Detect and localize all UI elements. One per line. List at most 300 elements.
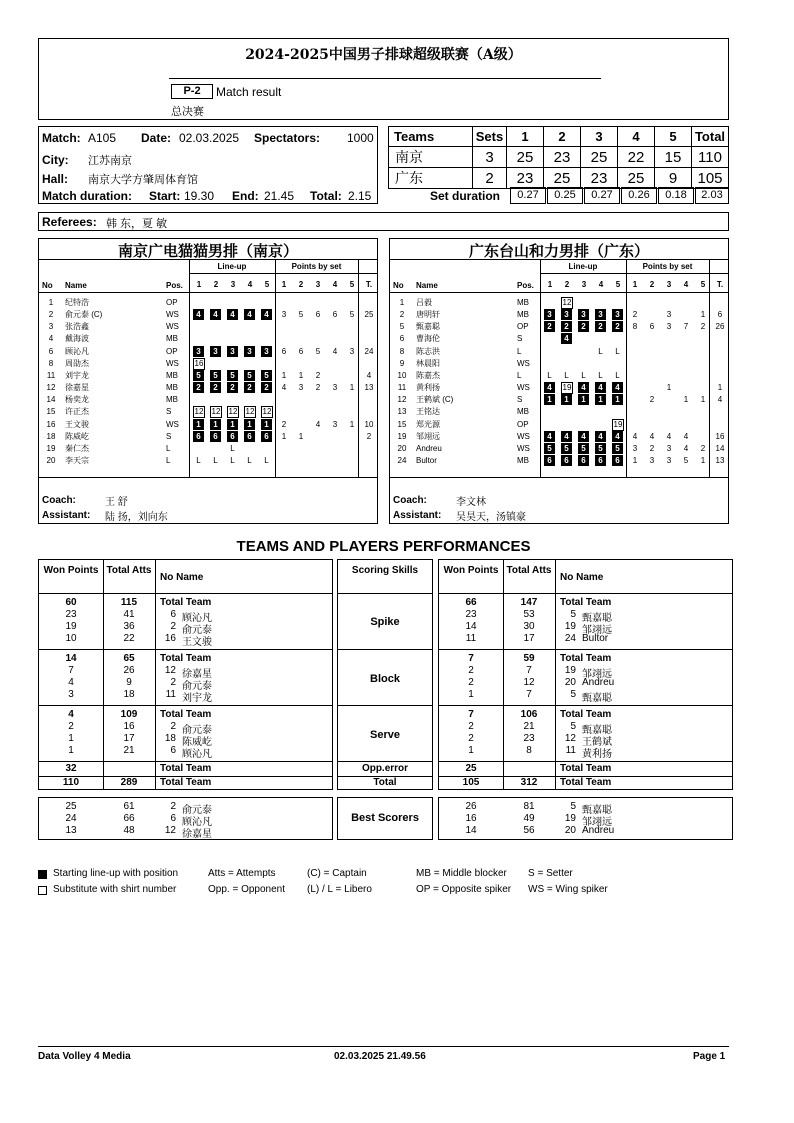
set-points: 4: [632, 431, 638, 441]
starting-position: 3: [578, 309, 589, 320]
player-name: 俞元泰 (C): [65, 310, 103, 320]
page-code: P-2: [171, 84, 213, 99]
total-attempts: 66: [123, 813, 135, 824]
points-set-header: 5: [700, 280, 706, 289]
total-points: 2: [366, 431, 372, 441]
starting-position: 6: [544, 455, 555, 466]
player-position: WS: [166, 419, 179, 429]
starting-position: 4: [612, 382, 623, 393]
substitute-number: 12: [562, 298, 572, 307]
section-rule: [338, 705, 432, 706]
player-position: WS: [166, 322, 179, 332]
hall: 南京大学方肇周体育馆: [88, 174, 198, 186]
starting-position: 4: [561, 333, 572, 344]
player-name: Andreu: [416, 443, 442, 453]
total-time: 2.15: [348, 189, 372, 203]
total-attempts: 65: [123, 653, 135, 664]
player-number: 11: [165, 689, 176, 700]
header-rule: [39, 292, 377, 293]
won-points: 24: [65, 813, 77, 824]
column-divider: [155, 560, 156, 789]
end-label: End:: [232, 189, 259, 203]
set-duration: 0.25: [547, 187, 583, 204]
player-position: MB: [166, 334, 178, 344]
starting-position: 6: [193, 431, 204, 442]
total-points: 16: [715, 431, 725, 441]
player-position: MB: [166, 370, 178, 380]
set-points: 4: [666, 431, 672, 441]
scoring-skills-column: [337, 559, 433, 790]
player-number: 14: [46, 395, 56, 405]
set-points: 1: [349, 383, 355, 393]
date-label: Date:: [141, 131, 172, 145]
player-number: 6: [48, 346, 54, 356]
libero-marker: L: [230, 443, 235, 453]
player-number: 19: [564, 665, 576, 676]
starting-position: 6: [244, 431, 255, 442]
player-position: WS: [517, 431, 530, 441]
total-points: 1: [717, 383, 723, 393]
libero-marker: L: [598, 370, 603, 380]
player-number: 12: [164, 825, 176, 836]
player-name: 刘宇龙: [182, 693, 212, 704]
player-name: 纪特浩: [65, 298, 89, 307]
player-label: Total Team: [560, 653, 612, 664]
player-name: 顾沁凡: [65, 346, 89, 356]
player-name: 邹翊远: [582, 669, 612, 680]
player-name: 顾沁凡: [182, 749, 212, 760]
set-score: 23: [507, 168, 544, 189]
section-rule: [39, 649, 332, 650]
player-name: 陈威屹: [182, 737, 212, 748]
opp-error-points: 25: [465, 763, 477, 774]
player-number: 2: [170, 677, 176, 688]
player-name: 徐嘉星: [65, 383, 89, 393]
won-points-header: Won Points: [443, 565, 499, 576]
best-scorers-label-box: [337, 797, 433, 840]
player-position: S: [517, 395, 523, 405]
won-points: 23: [65, 609, 77, 620]
player-number: 2: [170, 721, 176, 732]
assistant-label: Assistant:: [393, 510, 442, 521]
player-position: MB: [166, 395, 178, 405]
player-label: Total Team: [160, 597, 212, 608]
total-attempts: 7: [526, 689, 532, 700]
result-row-away: [389, 168, 729, 189]
libero-marker: L: [581, 370, 586, 380]
set-points: 3: [349, 346, 355, 356]
player-name: 甄嘉聪: [416, 322, 440, 332]
libero-marker: L: [264, 455, 269, 465]
player-name: 陈志洪: [416, 346, 440, 356]
points-set-header: 3: [315, 280, 321, 289]
player-name: 林晨阳: [416, 358, 440, 368]
set-points: 3: [666, 443, 672, 453]
set-points: 6: [315, 310, 321, 320]
player-position: L: [166, 443, 171, 453]
total-attempts: 53: [523, 609, 535, 620]
player-position: L: [517, 370, 522, 380]
referees: 韩 东，夏 敏: [106, 218, 168, 230]
won-points: 4: [68, 709, 74, 720]
set-score: 9: [655, 168, 692, 189]
player-name: 顾沁凡: [182, 817, 212, 828]
home-performance-table: [38, 559, 333, 790]
starting-position: 4: [561, 431, 572, 442]
legend-atts: Atts = Attempts: [208, 868, 276, 879]
player-number: 15: [46, 407, 56, 417]
set-points: 2: [649, 443, 655, 453]
set-points: 2: [315, 383, 321, 393]
starting-position: 4: [578, 431, 589, 442]
starting-position: 5: [244, 370, 255, 381]
lineup-set-header: 4: [598, 280, 604, 289]
substitute-number: 19: [562, 383, 572, 393]
player-position: MB: [166, 383, 178, 393]
player-position: MB: [517, 298, 529, 307]
starting-position: 1: [561, 394, 572, 405]
footer-rule: [38, 1046, 729, 1047]
player-number: 4: [48, 334, 54, 344]
starting-position: 4: [193, 309, 204, 320]
player-position: MB: [517, 455, 529, 465]
player-name: 甄嘉聪: [582, 725, 612, 736]
starting-position: 5: [210, 370, 221, 381]
player-position: L: [166, 455, 171, 465]
set-points: 4: [332, 346, 338, 356]
points-set-header: 5: [349, 280, 355, 289]
match-duration-total: 2.03: [695, 187, 729, 204]
total-attempts: 16: [123, 721, 135, 732]
lineup-set-header: 1: [196, 280, 202, 289]
player-number: 11: [46, 370, 56, 380]
won-points: 14: [465, 621, 477, 632]
set-duration: 0.26: [621, 187, 657, 204]
total-attempts: 115: [120, 597, 138, 608]
player-name: 戴海波: [65, 334, 89, 344]
set-score: 25: [618, 168, 655, 189]
substitute-number: 12: [245, 407, 255, 417]
legend-ws: WS = Wing spiker: [528, 884, 608, 895]
player-position: MB: [517, 407, 529, 417]
section-rule: [338, 761, 432, 762]
result-table: [388, 126, 729, 189]
sets-won: 3: [473, 147, 507, 168]
set-points: 4: [315, 419, 321, 429]
total-attempts: 12: [523, 677, 535, 688]
col-set2: 2: [544, 127, 581, 147]
player-number: 12: [46, 383, 56, 393]
end-time: 21.45: [264, 189, 295, 203]
page-name: Match result: [216, 85, 282, 99]
set-points: 3: [632, 443, 638, 453]
total-attempts: 9: [126, 677, 132, 688]
player-number: 16: [46, 419, 56, 429]
starting-position: 3: [227, 346, 238, 357]
libero-marker: L: [564, 370, 569, 380]
legend-captain: (C) = Captain: [307, 868, 367, 879]
section-rule: [39, 761, 332, 762]
start-label: Start:: [149, 189, 181, 203]
set-duration: 0.27: [584, 187, 620, 204]
no-header: No: [393, 281, 404, 290]
result-row-home: [389, 147, 729, 168]
player-name: 杨奕龙: [65, 395, 89, 405]
total-attempts: 21: [523, 721, 535, 732]
player-position: WS: [517, 443, 530, 453]
player-name: 俞元泰: [182, 725, 212, 736]
legend-s: S = Setter: [528, 868, 573, 879]
player-name: 吕毅: [416, 298, 432, 307]
lineup-set-header: 3: [230, 280, 236, 289]
player-number: 20: [397, 443, 407, 453]
starting-position: 1: [210, 419, 221, 430]
title-rule: [39, 259, 377, 260]
player-number: 12: [564, 733, 576, 744]
starting-position: 3: [561, 309, 572, 320]
staff-rule: [390, 477, 728, 478]
starting-position: 3: [544, 309, 555, 320]
won-points: 7: [468, 709, 474, 720]
substitute-number: 16: [194, 358, 204, 368]
libero-marker: L: [547, 370, 552, 380]
starting-position: 2: [544, 321, 555, 332]
set-points: 3: [332, 383, 338, 393]
subheader-rule: [540, 273, 729, 274]
won-points: 13: [65, 825, 77, 836]
player-position: S: [166, 431, 172, 441]
won-points: 25: [65, 801, 77, 812]
player-position: L: [517, 346, 522, 356]
player-number: 6: [399, 334, 405, 344]
player-name: 王铭达: [416, 407, 440, 417]
libero-marker: L: [247, 455, 252, 465]
col-set4: 4: [618, 127, 655, 147]
away-performance-table: [438, 559, 733, 790]
set-points: 6: [298, 346, 304, 356]
player-name: 邹翊远: [582, 817, 612, 828]
points-set-header: 4: [683, 280, 689, 289]
player-number: 5: [570, 721, 576, 732]
substitute-number: 12: [228, 407, 238, 417]
set-points: 2: [700, 322, 706, 332]
starting-position: 5: [612, 443, 623, 454]
home-best-scorers: [38, 797, 333, 840]
sets-won: 2: [473, 168, 507, 189]
starting-position: 4: [261, 309, 272, 320]
substitute-number: 12: [194, 407, 204, 417]
set-points: 1: [700, 395, 706, 405]
starting-position: 3: [261, 346, 272, 357]
total-points: 110: [62, 777, 80, 788]
total-label: Total:: [310, 189, 342, 203]
player-name: 秦仁杰: [65, 443, 89, 453]
starting-position: 6: [578, 455, 589, 466]
set-score: 25: [544, 168, 581, 189]
set-points: 1: [700, 310, 706, 320]
player-name: 许正杰: [65, 407, 89, 417]
player-name: Andreu: [582, 825, 615, 836]
total-points: 24: [364, 346, 374, 356]
set-points: 4: [649, 431, 655, 441]
legend-start-icon: [38, 870, 47, 879]
set-duration: 0.27: [510, 187, 546, 204]
stage: 总决赛: [171, 106, 204, 118]
section-rule: [439, 705, 732, 706]
lineup-set-header: 5: [264, 280, 270, 289]
set-points: 1: [281, 370, 287, 380]
total-points: 110: [692, 147, 729, 168]
starting-position: 1: [578, 394, 589, 405]
total-attempts: 22: [123, 633, 135, 644]
city: 江苏南京: [88, 155, 132, 167]
points-set-header: 3: [666, 280, 672, 289]
starting-position: 5: [561, 443, 572, 454]
total-attempts: 109: [120, 709, 138, 720]
player-position: OP: [166, 298, 178, 307]
total-attempts: 56: [523, 825, 535, 836]
title-underline: [169, 78, 601, 79]
won-points: 23: [465, 609, 477, 620]
starting-position: 2: [227, 382, 238, 393]
col-total: Total: [692, 127, 729, 147]
starting-position: 5: [261, 370, 272, 381]
player-name: 张浩鑫: [65, 322, 89, 332]
starting-position: 3: [595, 309, 606, 320]
libero-marker: L: [196, 455, 201, 465]
header-box: [38, 38, 729, 120]
points-set-header: 1: [632, 280, 638, 289]
team-title: 南京广电猫猫男排（南京）: [117, 242, 298, 260]
starting-position: 5: [578, 443, 589, 454]
player-number: 6: [170, 609, 176, 620]
set-points: 1: [349, 419, 355, 429]
player-number: 10: [397, 370, 407, 380]
starting-position: 1: [227, 419, 238, 430]
player-number: 12: [164, 665, 176, 676]
city-label: City:: [42, 153, 69, 167]
duration-label: Match duration:: [42, 189, 132, 203]
set-points: 3: [281, 310, 287, 320]
set-score: 22: [618, 147, 655, 168]
start-time: 19.30: [184, 189, 215, 203]
total-attempts: 49: [523, 813, 535, 824]
player-label: Total Team: [560, 597, 612, 608]
starting-position: 4: [595, 382, 606, 393]
performances-title: TEAMS AND PLAYERS PERFORMANCES: [236, 538, 531, 555]
pos-header: Pos.: [166, 281, 183, 290]
set-duration-row: [510, 187, 729, 204]
total-points: 6: [717, 310, 723, 320]
player-name: 王鹤斌 (C): [416, 395, 454, 405]
player-number: 5: [399, 322, 405, 332]
team-title: 广东台山和力男排（广东）: [468, 242, 649, 260]
set-points: 2: [700, 443, 706, 453]
total-label: Total Team: [560, 777, 612, 788]
player-number: 1: [48, 298, 54, 307]
total-header: T.: [365, 280, 373, 289]
match-date: 02.03.2025: [179, 131, 240, 145]
player-name: 甄嘉聪: [582, 805, 612, 816]
starting-position: 4: [210, 309, 221, 320]
starting-position: 4: [244, 309, 255, 320]
set-points: 1: [632, 455, 638, 465]
player-name: 俞元泰: [182, 625, 212, 636]
header-rule: [39, 593, 332, 594]
player-number: 5: [570, 801, 576, 812]
won-points: 2: [468, 677, 474, 688]
won-points: 1: [68, 733, 74, 744]
set-points: 2: [649, 395, 655, 405]
won-points: 66: [465, 597, 477, 608]
starting-position: 1: [595, 394, 606, 405]
set-points: 6: [332, 310, 338, 320]
player-number: 20: [564, 677, 576, 688]
col-teams: Teams: [389, 127, 473, 147]
footer-source: Data Volley 4 Media: [38, 1051, 131, 1062]
player-position: OP: [166, 346, 178, 356]
player-number: 19: [397, 431, 407, 441]
starting-position: 1: [244, 419, 255, 430]
player-number: 20: [564, 825, 576, 836]
set-duration-label: Set duration: [430, 189, 501, 203]
starting-position: 5: [193, 370, 204, 381]
skill-label: Block: [370, 673, 400, 685]
set-points: 8: [632, 322, 638, 332]
player-number: 19: [564, 621, 576, 632]
coach-name: 李文林: [456, 497, 486, 508]
total-attempts: 23: [523, 733, 535, 744]
player-name: 俞元泰: [182, 805, 212, 816]
player-number: 6: [170, 813, 176, 824]
legend: [38, 868, 729, 898]
player-name: 邹翊远: [582, 625, 612, 636]
player-position: WS: [166, 358, 179, 368]
total-attempts: 106: [520, 709, 538, 720]
lineup-set-header: 3: [581, 280, 587, 289]
coach-label: Coach:: [42, 495, 76, 506]
set-points: 5: [315, 346, 321, 356]
starting-position: 4: [578, 382, 589, 393]
set-points: 5: [349, 310, 355, 320]
won-points: 14: [465, 825, 477, 836]
player-number: 18: [46, 431, 56, 441]
name-header: Name: [65, 281, 87, 290]
total-points: 105: [692, 168, 729, 189]
home-team-panel: [38, 238, 378, 524]
player-name: 徐嘉星: [182, 669, 212, 680]
player-position: WS: [166, 310, 179, 320]
lineup-set-header: 2: [564, 280, 570, 289]
player-name: 王鹤斌: [582, 737, 612, 748]
player-name: 邹翊远: [416, 431, 440, 441]
set-score: 15: [655, 147, 692, 168]
player-number: 1: [399, 298, 405, 307]
won-points: 26: [465, 801, 477, 812]
starting-position: 5: [227, 370, 238, 381]
player-name: 黄利扬: [416, 383, 440, 393]
col-sets: Sets: [473, 127, 507, 147]
points-set-header: 2: [298, 280, 304, 289]
set-points: 4: [281, 383, 287, 393]
set-points: 2: [315, 370, 321, 380]
total-header: T.: [716, 280, 724, 289]
set-score: 23: [581, 168, 618, 189]
starting-position: 5: [595, 443, 606, 454]
referees-label: Referees:: [42, 215, 97, 229]
won-points: 10: [65, 633, 77, 644]
starting-position: 6: [261, 431, 272, 442]
